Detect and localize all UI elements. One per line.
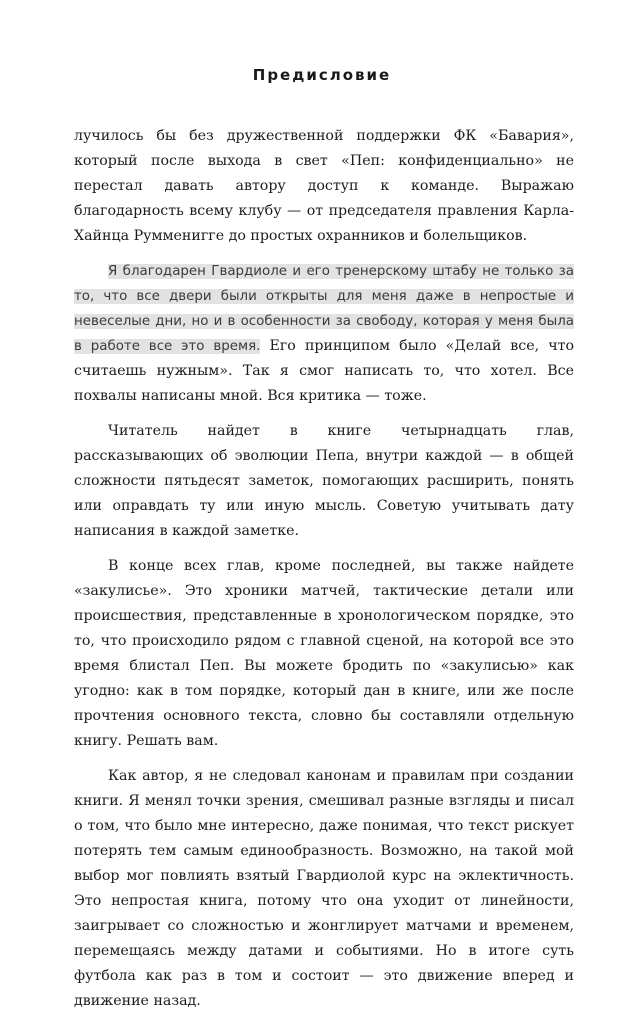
- highlighted-passage[interactable]: Я благодарен Гвардиоле и его тренерскому штабу не только за то, что все двери были открыты для меня даже в непростые и невеселые дни, но и в особенности за свободу, которая у меня была в работе все это время.: [74, 264, 574, 354]
- body-text: [74, 124, 574, 1024]
- paragraph-3: Читатель найдет в книге четырнадцать глав, рассказывающих об эволюции Пепа, внутри каждой — в общей сложности пятьдесят заметок, помогающих расширить, понять или оправдать ту или иную мысль. Советую учитывать дату написания в каждой заметке.: [74, 423, 574, 539]
- paragraph-2-rest: Его принципом было «Делай все, что считаешь нужным». Так я смог написать то, что хотел. Все похвалы написаны мной. Вся критика — тоже.: [74, 338, 574, 404]
- paragraph-5: Как автор, я не следовал канонам и правилам при создании книги. Я менял точки зрения, смешивал разные взгляды и писал о том, что было мне интересно, даже понимая, что текст рискует потерять тем самым единообразность. Возможно, на такой мой выбор мог повлиять взятый Гвардиолой курс на эклектичность. Это непростая книга, потому что она уходит от линейности, заигрывает со сложностью и жонглирует матчами и временем, перемещаясь между датами и событиями. Но в итоге суть футбола как раз в том и состоит — это движение вперед и движение назад.: [74, 768, 574, 1009]
- paragraph-4: В конце всех глав, кроме последней, вы также найдете «закулисье». Это хроники матчей, тактические детали или происшествия, представленные в хронологическом порядке, это то, что происходило рядом с главной сценой, на которой все это время блистал Пеп. Вы можете бродить по «закулисью» как угодно: как в том порядке, который дан в книге, или же после прочтения основного текста, словно бы составляли отдельную книгу. Решать вам.: [74, 558, 574, 749]
- paragraph-2: [74, 259, 574, 409]
- running-head-title: Предисловие: [252, 66, 392, 84]
- paragraph-1: лучилось бы без дружественной поддержки ФК «Бавария», который после выхода в свет «Пеп: конфиденциально» не перестал давать автору доступ к команде. Выражаю благодарность всему клубу — от председателя правления Карла-Хайнца Румменигге до простых охранников и болельщиков.: [74, 128, 574, 244]
